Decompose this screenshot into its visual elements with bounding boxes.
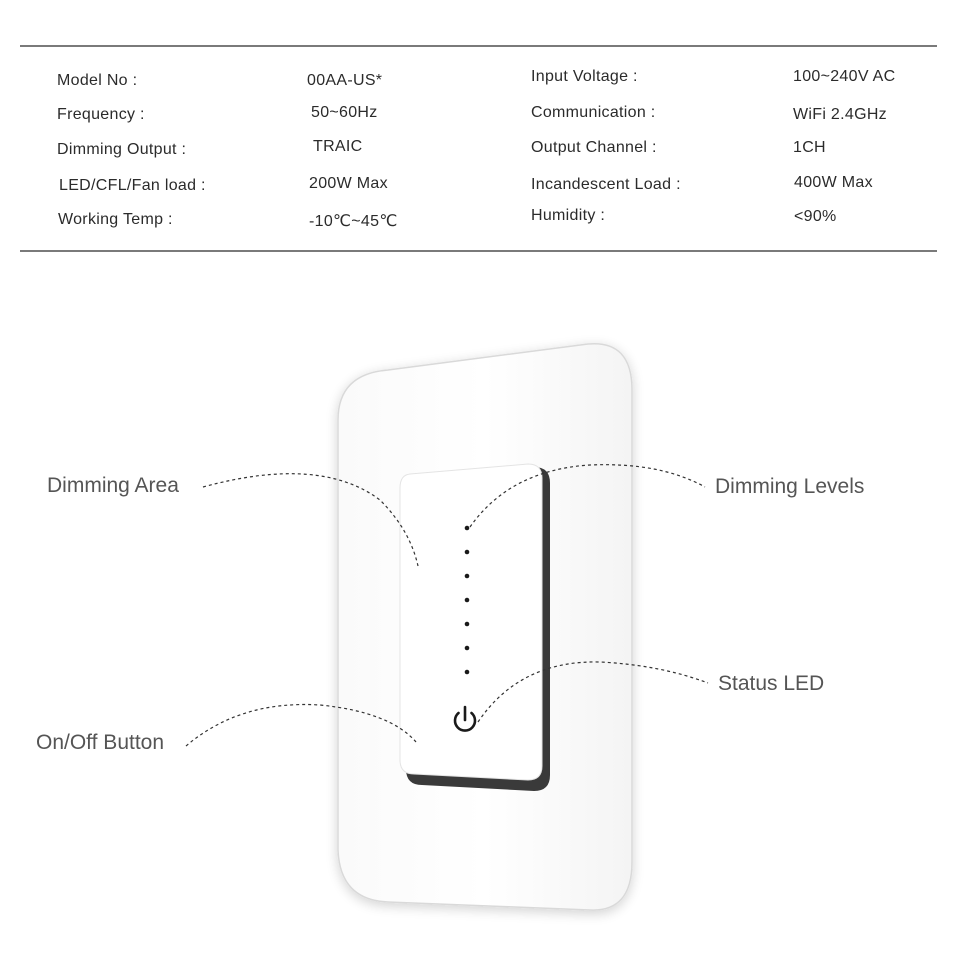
spec-value: 200W Max bbox=[309, 175, 388, 192]
spec-label: Frequency : bbox=[57, 106, 145, 123]
spec-value: -10℃~45℃ bbox=[309, 213, 398, 230]
dimming-level-dot bbox=[465, 646, 470, 651]
spec-label: Communication : bbox=[531, 104, 656, 121]
spec-label: Dimming Output : bbox=[57, 141, 187, 158]
spec-value: 100~240V AC bbox=[793, 68, 896, 85]
spec-label: Incandescent Load : bbox=[531, 176, 681, 193]
spec-value: 400W Max bbox=[794, 174, 873, 191]
dimming-level-dot bbox=[465, 670, 470, 675]
spec-value: <90% bbox=[794, 208, 837, 225]
spec-label: LED/CFL/Fan load : bbox=[59, 177, 206, 194]
callout-status-led: Status LED bbox=[718, 672, 825, 695]
dimming-level-dot bbox=[465, 526, 470, 531]
spec-value: WiFi 2.4GHz bbox=[793, 106, 887, 123]
callout-dimming-area: Dimming Area bbox=[47, 474, 179, 497]
spec-value: 00AA-US* bbox=[307, 72, 383, 89]
callout-on-off-button: On/Off Button bbox=[36, 731, 165, 754]
callout-dimming-levels: Dimming Levels bbox=[715, 475, 865, 498]
spec-value: TRAIC bbox=[313, 138, 363, 155]
dimming-level-dot bbox=[465, 622, 470, 627]
dimming-level-dot bbox=[465, 598, 470, 603]
dimming-level-dot bbox=[465, 574, 470, 579]
spec-value: 50~60Hz bbox=[311, 104, 378, 121]
spec-label: Humidity : bbox=[531, 207, 606, 224]
spec-value: 1CH bbox=[793, 139, 826, 156]
dimming-level-dot bbox=[465, 550, 470, 555]
spec-label: Model No : bbox=[57, 72, 138, 89]
spec-label: Output Channel : bbox=[531, 139, 657, 156]
spec-label: Input Voltage : bbox=[531, 68, 638, 85]
spec-label: Working Temp : bbox=[58, 211, 173, 228]
dimming-panel[interactable] bbox=[400, 464, 542, 780]
